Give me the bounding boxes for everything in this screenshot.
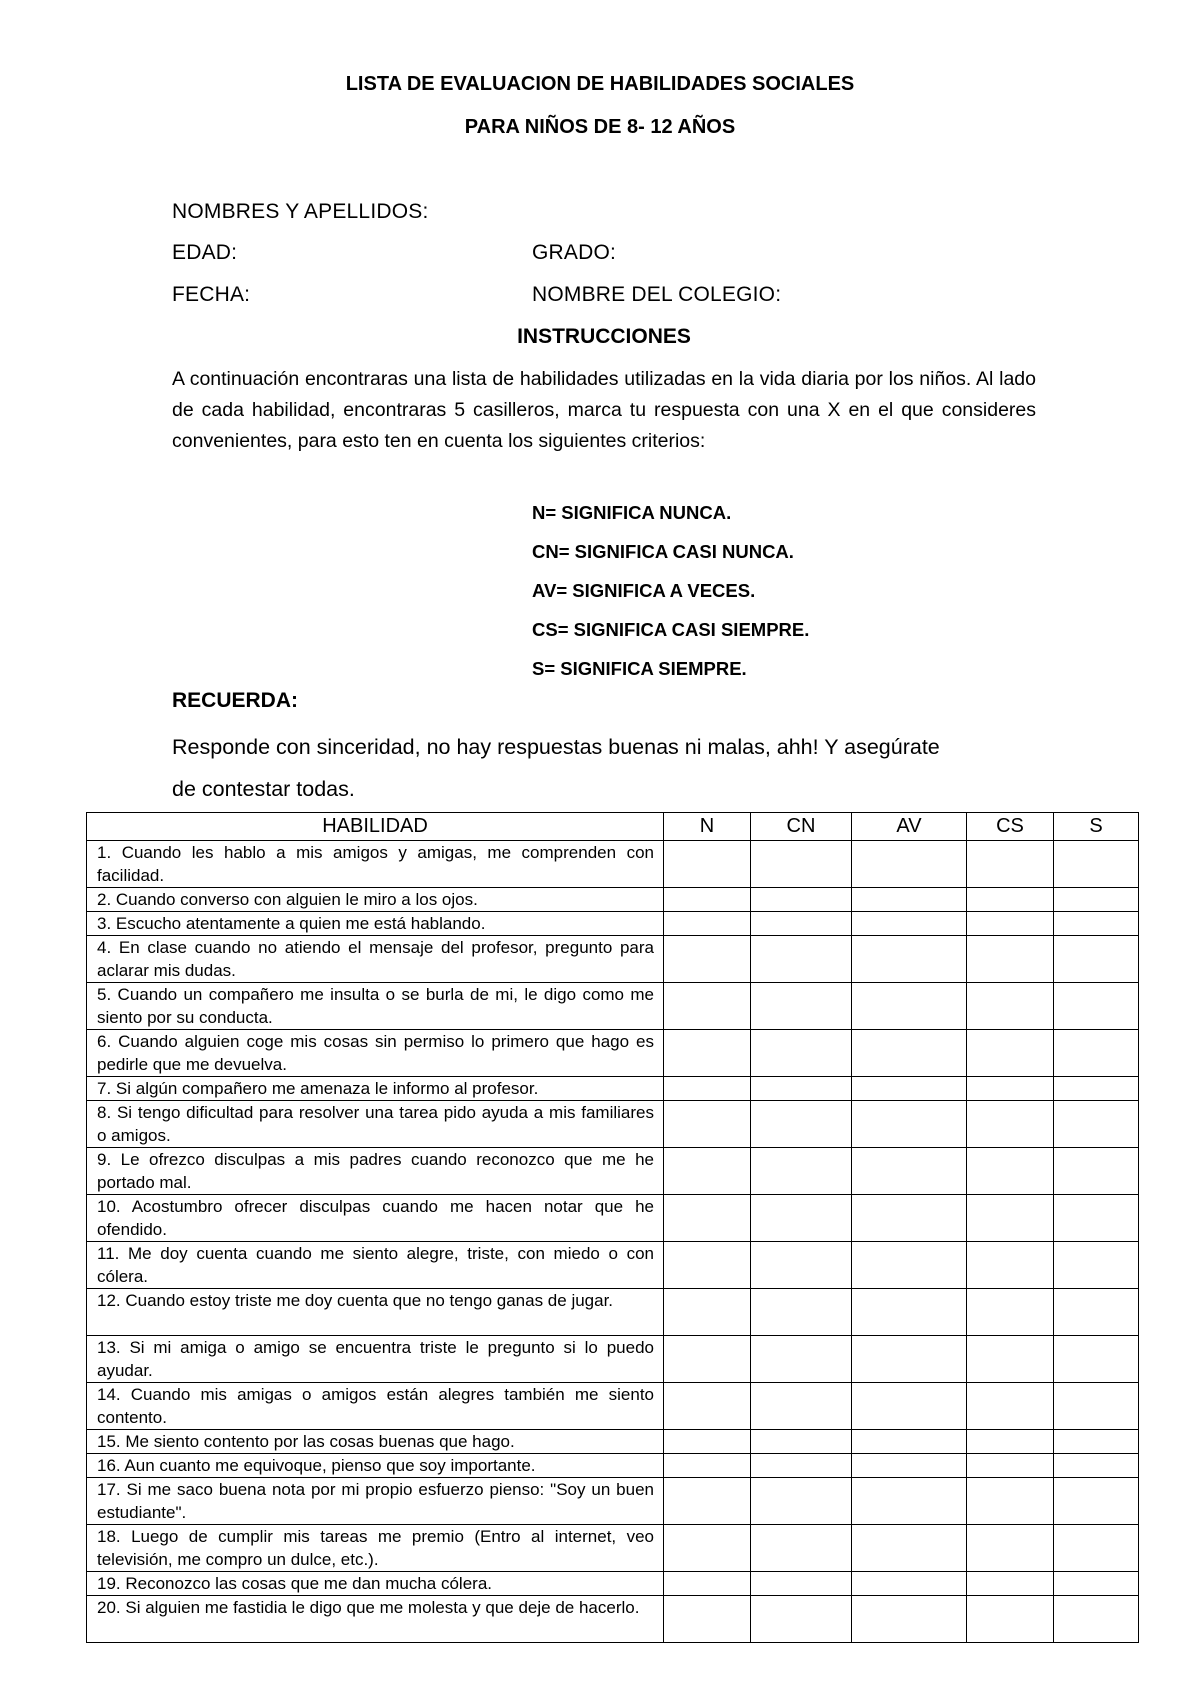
answer-cell-s[interactable] bbox=[1054, 888, 1139, 912]
answer-cell-s[interactable] bbox=[1054, 1336, 1139, 1383]
answer-cell-n[interactable] bbox=[664, 1148, 751, 1195]
table-row bbox=[87, 1101, 1139, 1148]
answer-cell-av[interactable] bbox=[852, 1289, 967, 1336]
answer-cell-cn[interactable] bbox=[751, 1336, 852, 1383]
answer-cell-cn[interactable] bbox=[751, 1077, 852, 1101]
answer-cell-cn[interactable] bbox=[751, 1030, 852, 1077]
answer-cell-cs[interactable] bbox=[967, 1077, 1054, 1101]
answer-cell-cs[interactable] bbox=[967, 841, 1054, 888]
skill-question: 15. Me siento contento por las cosas buenas que hago. bbox=[87, 1430, 664, 1454]
answer-cell-cn[interactable] bbox=[751, 1195, 852, 1242]
criteria-item: AV= SIGNIFICA A VECES. bbox=[532, 580, 756, 601]
answer-cell-av[interactable] bbox=[852, 1030, 967, 1077]
answer-cell-cs[interactable] bbox=[967, 1242, 1054, 1289]
answer-cell-cs[interactable] bbox=[967, 912, 1054, 936]
answer-cell-s[interactable] bbox=[1054, 1596, 1139, 1643]
instructions-heading: INSTRUCCIONES bbox=[517, 325, 691, 348]
criteria-list bbox=[532, 493, 809, 688]
skill-question: 5. Cuando un compañero me insulta o se burla de mi, le digo como me siento por su conducta. bbox=[87, 983, 664, 1030]
answer-cell-s[interactable] bbox=[1054, 1077, 1139, 1101]
answer-cell-cs[interactable] bbox=[967, 1336, 1054, 1383]
answer-cell-n[interactable] bbox=[664, 1525, 751, 1572]
answer-cell-av[interactable] bbox=[852, 1478, 967, 1525]
column-header-n: N bbox=[664, 813, 751, 841]
answer-cell-s[interactable] bbox=[1054, 1525, 1139, 1572]
answer-cell-cs[interactable] bbox=[967, 1383, 1054, 1430]
answer-cell-s[interactable] bbox=[1054, 1454, 1139, 1478]
answer-cell-cs[interactable] bbox=[967, 888, 1054, 912]
answer-cell-n[interactable] bbox=[664, 1596, 751, 1643]
answer-cell-cs[interactable] bbox=[967, 1289, 1054, 1336]
answer-cell-s[interactable] bbox=[1054, 912, 1139, 936]
table-row bbox=[87, 1572, 1139, 1596]
answer-cell-s[interactable] bbox=[1054, 1430, 1139, 1454]
answer-cell-s[interactable] bbox=[1054, 1242, 1139, 1289]
answer-cell-av[interactable] bbox=[852, 1242, 967, 1289]
reminder-heading: RECUERDA: bbox=[172, 689, 298, 712]
answer-cell-n[interactable] bbox=[664, 912, 751, 936]
answer-cell-av[interactable] bbox=[852, 1336, 967, 1383]
table-row bbox=[87, 1289, 1139, 1336]
criteria-item: CN= SIGNIFICA CASI NUNCA. bbox=[532, 541, 794, 562]
answer-cell-cs[interactable] bbox=[967, 936, 1054, 983]
answer-cell-cs[interactable] bbox=[967, 1030, 1054, 1077]
table-header-row bbox=[87, 813, 1139, 841]
answer-cell-cn[interactable] bbox=[751, 936, 852, 983]
column-header-s: S bbox=[1054, 813, 1139, 841]
skill-question: 9. Le ofrezco disculpas a mis padres cuando reconozco que me he portado mal. bbox=[87, 1148, 664, 1195]
answer-cell-n[interactable] bbox=[664, 1077, 751, 1101]
skill-question: 13. Si mi amiga o amigo se encuentra triste le pregunto si lo puedo ayudar. bbox=[87, 1336, 664, 1383]
answer-cell-n[interactable] bbox=[664, 1572, 751, 1596]
table-row bbox=[87, 912, 1139, 936]
table-row bbox=[87, 983, 1139, 1030]
skill-question: 12. Cuando estoy triste me doy cuenta que no tengo ganas de jugar. bbox=[87, 1289, 664, 1336]
answer-cell-cn[interactable] bbox=[751, 983, 852, 1030]
table-row bbox=[87, 1336, 1139, 1383]
answer-cell-cn[interactable] bbox=[751, 1478, 852, 1525]
answer-cell-cn[interactable] bbox=[751, 888, 852, 912]
field-grado-label: GRADO: bbox=[532, 241, 617, 264]
field-edad-label: EDAD: bbox=[172, 241, 238, 264]
answer-cell-av[interactable] bbox=[852, 983, 967, 1030]
answer-cell-n[interactable] bbox=[664, 1478, 751, 1525]
answer-cell-cn[interactable] bbox=[751, 1525, 852, 1572]
answer-cell-s[interactable] bbox=[1054, 1478, 1139, 1525]
document-subtitle: PARA NIÑOS DE 8- 12 AÑOS bbox=[464, 116, 736, 138]
answer-cell-n[interactable] bbox=[664, 888, 751, 912]
criteria-item: N= SIGNIFICA NUNCA. bbox=[532, 502, 732, 523]
answer-cell-s[interactable] bbox=[1054, 1148, 1139, 1195]
table-row bbox=[87, 1030, 1139, 1077]
answer-cell-n[interactable] bbox=[664, 983, 751, 1030]
table-row bbox=[87, 936, 1139, 983]
answer-cell-av[interactable] bbox=[852, 1101, 967, 1148]
answer-cell-n[interactable] bbox=[664, 1430, 751, 1454]
answer-cell-s[interactable] bbox=[1054, 1572, 1139, 1596]
table-body bbox=[87, 841, 1139, 1643]
answer-cell-av[interactable] bbox=[852, 1572, 967, 1596]
answer-cell-cn[interactable] bbox=[751, 1242, 852, 1289]
answer-cell-cn[interactable] bbox=[751, 912, 852, 936]
table-row bbox=[87, 1525, 1139, 1572]
answer-cell-n[interactable] bbox=[664, 841, 751, 888]
answer-cell-n[interactable] bbox=[664, 1336, 751, 1383]
answer-cell-av[interactable] bbox=[852, 1596, 967, 1643]
instructions-body: A continuación encontraras una lista de habilidades utilizadas en la vida diaria por los niños. Al lado de cada habilidad, encontraras 5 casilleros, marca tu respuesta con una X en el que consideres convenientes, para esto ten en cuenta los siguientes criterios: bbox=[172, 368, 1036, 452]
answer-cell-cs[interactable] bbox=[967, 1148, 1054, 1195]
skill-question: 10. Acostumbro ofrecer disculpas cuando me hacen notar que he ofendido. bbox=[87, 1195, 664, 1242]
column-header-habilidad: HABILIDAD bbox=[87, 813, 664, 841]
answer-cell-cs[interactable] bbox=[967, 1478, 1054, 1525]
answer-cell-n[interactable] bbox=[664, 1101, 751, 1148]
answer-cell-cs[interactable] bbox=[967, 1572, 1054, 1596]
criteria-item: CS= SIGNIFICA CASI SIEMPRE. bbox=[532, 619, 810, 640]
field-fecha-label: FECHA: bbox=[172, 283, 251, 306]
skill-question: 3. Escucho atentamente a quien me está hablando. bbox=[87, 912, 664, 936]
table-row bbox=[87, 841, 1139, 888]
skill-question: 18. Luego de cumplir mis tareas me premio (Entro al internet, veo televisión, me compro un dulce, etc.). bbox=[87, 1525, 664, 1572]
answer-cell-cs[interactable] bbox=[967, 1596, 1054, 1643]
skill-question: 6. Cuando alguien coge mis cosas sin permiso lo primero que hago es pedirle que me devuelva. bbox=[87, 1030, 664, 1077]
answer-cell-n[interactable] bbox=[664, 1195, 751, 1242]
answer-cell-cn[interactable] bbox=[751, 1454, 852, 1478]
table-row bbox=[87, 1195, 1139, 1242]
answer-cell-cn[interactable] bbox=[751, 1596, 852, 1643]
answer-cell-av[interactable] bbox=[852, 1525, 967, 1572]
field-nombres-label: NOMBRES Y APELLIDOS: bbox=[172, 200, 429, 223]
answer-cell-cn[interactable] bbox=[751, 1383, 852, 1430]
answer-cell-av[interactable] bbox=[852, 1077, 967, 1101]
answer-cell-av[interactable] bbox=[852, 1148, 967, 1195]
answer-cell-n[interactable] bbox=[664, 1289, 751, 1336]
skills-table bbox=[86, 812, 1139, 1643]
answer-cell-s[interactable] bbox=[1054, 1383, 1139, 1430]
answer-cell-cn[interactable] bbox=[751, 841, 852, 888]
skill-question: 17. Si me saco buena nota por mi propio esfuerzo pienso: "Soy un buen estudiante". bbox=[87, 1478, 664, 1525]
table-row bbox=[87, 1596, 1139, 1643]
answer-cell-cs[interactable] bbox=[967, 1454, 1054, 1478]
table-row bbox=[87, 1148, 1139, 1195]
field-colegio-label: NOMBRE DEL COLEGIO: bbox=[532, 283, 782, 306]
answer-cell-s[interactable] bbox=[1054, 1289, 1139, 1336]
answer-cell-av[interactable] bbox=[852, 1454, 967, 1478]
skill-question: 19. Reconozco las cosas que me dan mucha cólera. bbox=[87, 1572, 664, 1596]
answer-cell-av[interactable] bbox=[852, 936, 967, 983]
table-row bbox=[87, 888, 1139, 912]
answer-cell-av[interactable] bbox=[852, 1383, 967, 1430]
document-title: LISTA DE EVALUACION DE HABILIDADES SOCIALES bbox=[345, 73, 855, 95]
table-row bbox=[87, 1383, 1139, 1430]
answer-cell-cs[interactable] bbox=[967, 1195, 1054, 1242]
answer-cell-av[interactable] bbox=[852, 1195, 967, 1242]
answer-cell-s[interactable] bbox=[1054, 1030, 1139, 1077]
answer-cell-s[interactable] bbox=[1054, 841, 1139, 888]
answer-cell-av[interactable] bbox=[852, 912, 967, 936]
column-header-cn: CN bbox=[751, 813, 852, 841]
answer-cell-n[interactable] bbox=[664, 1242, 751, 1289]
skill-question: 8. Si tengo dificultad para resolver una tarea pido ayuda a mis familiares o amigos. bbox=[87, 1101, 664, 1148]
column-header-cs: CS bbox=[967, 813, 1054, 841]
table-row bbox=[87, 1242, 1139, 1289]
table-row bbox=[87, 1430, 1139, 1454]
skill-question: 7. Si algún compañero me amenaza le informo al profesor. bbox=[87, 1077, 664, 1101]
skill-question: 2. Cuando converso con alguien le miro a los ojos. bbox=[87, 888, 664, 912]
answer-cell-av[interactable] bbox=[852, 841, 967, 888]
skill-question: 14. Cuando mis amigas o amigos están alegres también me siento contento. bbox=[87, 1383, 664, 1430]
table-row bbox=[87, 1454, 1139, 1478]
answer-cell-n[interactable] bbox=[664, 1454, 751, 1478]
answer-cell-cn[interactable] bbox=[751, 1289, 852, 1336]
answer-cell-n[interactable] bbox=[664, 1030, 751, 1077]
skill-question: 11. Me doy cuenta cuando me siento alegre, triste, con miedo o con cólera. bbox=[87, 1242, 664, 1289]
answer-cell-cs[interactable] bbox=[967, 983, 1054, 1030]
skill-question: 4. En clase cuando no atiendo el mensaje del profesor, pregunto para aclarar mis dudas. bbox=[87, 936, 664, 983]
answer-cell-s[interactable] bbox=[1054, 1195, 1139, 1242]
answer-cell-av[interactable] bbox=[852, 1430, 967, 1454]
answer-cell-cn[interactable] bbox=[751, 1101, 852, 1148]
answer-cell-cn[interactable] bbox=[751, 1148, 852, 1195]
criteria-item: S= SIGNIFICA SIEMPRE. bbox=[532, 658, 747, 679]
answer-cell-cs[interactable] bbox=[967, 1101, 1054, 1148]
skill-question: 16. Aun cuanto me equivoque, pienso que soy importante. bbox=[87, 1454, 664, 1478]
answer-cell-s[interactable] bbox=[1054, 1101, 1139, 1148]
reminder-body: Responde con sinceridad, no hay respuestas buenas ni malas, ahh! Y asegúrate de contestar todas. bbox=[172, 735, 940, 801]
answer-cell-cn[interactable] bbox=[751, 1572, 852, 1596]
answer-cell-n[interactable] bbox=[664, 936, 751, 983]
table-row bbox=[87, 1478, 1139, 1525]
answer-cell-n[interactable] bbox=[664, 1383, 751, 1430]
answer-cell-cs[interactable] bbox=[967, 1525, 1054, 1572]
column-header-av: AV bbox=[852, 813, 967, 841]
answer-cell-cn[interactable] bbox=[751, 1430, 852, 1454]
answer-cell-av[interactable] bbox=[852, 888, 967, 912]
skill-question: 1. Cuando les hablo a mis amigos y amigas, me comprenden con facilidad. bbox=[87, 841, 664, 888]
answer-cell-cs[interactable] bbox=[967, 1430, 1054, 1454]
table-row bbox=[87, 1077, 1139, 1101]
skill-question: 20. Si alguien me fastidia le digo que me molesta y que deje de hacerlo. bbox=[87, 1596, 664, 1643]
answer-cell-s[interactable] bbox=[1054, 936, 1139, 983]
answer-cell-s[interactable] bbox=[1054, 983, 1139, 1030]
